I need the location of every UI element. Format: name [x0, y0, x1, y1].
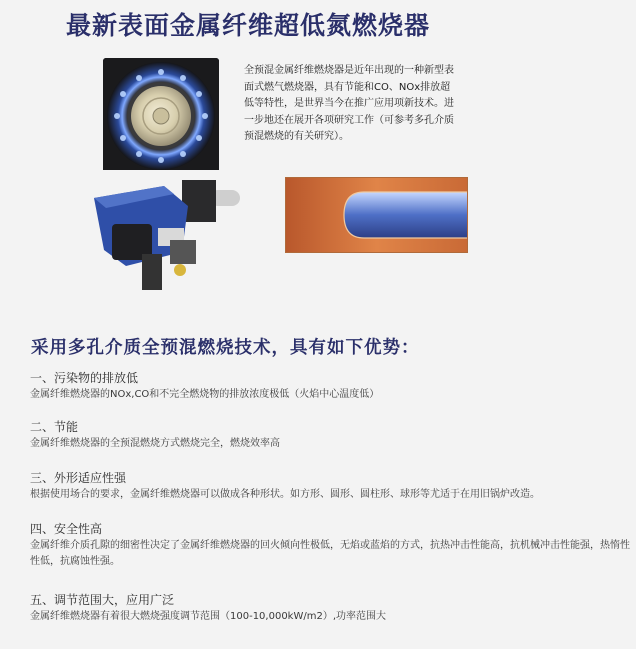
advantage-text: 金属纤维燃烧器的全预混燃烧方式燃烧完全，燃烧效率高 [30, 438, 280, 449]
advantage-title: 五、调节范围大，应用广泛 [30, 593, 175, 607]
advantage-item-1 [30, 370, 630, 403]
round-burner-photo [103, 58, 219, 174]
flame-glow-photo [285, 177, 468, 253]
burner-machine-photo [86, 170, 246, 294]
intro-paragraph: 全预混金属纤维燃烧器是近年出现的一种新型表面式燃气燃烧器，具有节能和CO、NOx排放超低等特性，是世界当今在推广应用项新技术。进一步地还在展开各项研究工作（可参考多孔介质预混燃烧的有关研究）。 [244, 65, 454, 142]
advantage-item-4 [30, 521, 630, 570]
advantage-item-3 [30, 470, 630, 503]
advantage-title: 一、污染物的排放低 [30, 371, 139, 385]
advantage-title: 三、外形适应性强 [30, 471, 127, 485]
advantage-text: 金属纤维介质孔隙的细密性决定了金属纤维燃烧器的回火倾向性极低，无焰或蓝焰的方式，抗热冲击性能高，抗机械冲击性能强，热惰性性低，抗腐蚀性强。 [30, 540, 630, 567]
page-title: 最新表面金属纤维超低氮燃烧器 [66, 11, 431, 40]
advantage-text: 金属纤维燃烧器有着很大燃烧强度调节范围（100-10,000kW/m2）,功率范围大 [30, 611, 387, 622]
advantage-title: 二、节能 [30, 420, 79, 434]
advantage-item-5 [30, 592, 630, 625]
section-heading: 采用多孔介质全预混燃烧技术，具有如下优势： [31, 338, 420, 358]
advantage-text: 根据使用场合的要求，金属纤维燃烧器可以做成各种形状。如方形、圆形、圆柱形、球形等尤适于在用旧锅炉改造。 [30, 489, 540, 500]
advantage-title: 四、安全性高 [30, 522, 103, 536]
advantage-item-2 [30, 419, 630, 452]
advantage-text: 金属纤维燃烧器的NOx,CO和不完全燃烧物的排放浓度极低（火焰中心温度低） [30, 389, 380, 400]
